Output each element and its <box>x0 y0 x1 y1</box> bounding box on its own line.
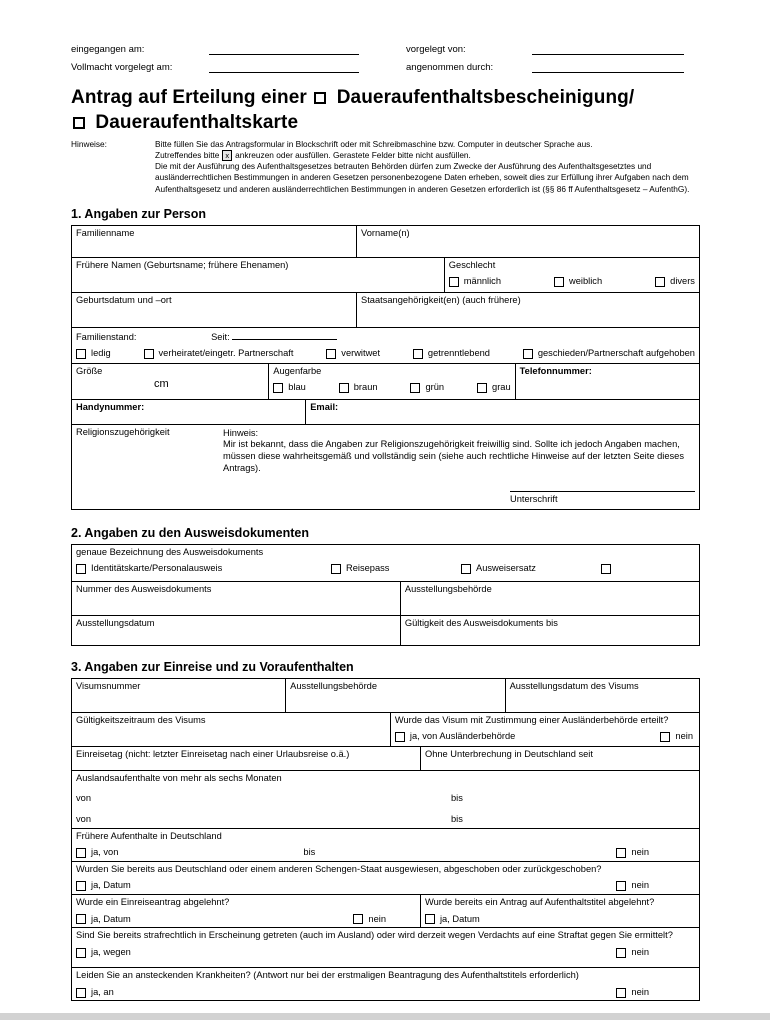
ausweis-options <box>76 563 695 575</box>
checkbox-daueraufenthaltskarte[interactable] <box>73 117 85 129</box>
aufenthaltstitel-cell <box>420 895 699 927</box>
fruehere-namen-label: Frühere Namen (Geburtsname; frühere Ehenamen) <box>76 259 289 270</box>
checkbox-blau[interactable] <box>273 383 283 393</box>
straftat-frage-label: Sind Sie bereits strafrechtlich in Erscheinung getreten (auch im Ausland) oder wird derzeit wegen Verdachts auf eine Straftat gegen Sie ermittelt? <box>76 930 673 941</box>
aufenthaltstitel-ja-label: ja, Datum <box>439 913 480 924</box>
section3-table <box>71 678 700 1002</box>
row-geburt <box>72 292 699 327</box>
unterschrift-block[interactable] <box>510 491 695 506</box>
option-fruehere-nein <box>616 847 649 859</box>
visum-behoerde-cell[interactable] <box>285 679 504 712</box>
braun-label: braun <box>353 382 378 393</box>
option-fruehere-ja <box>76 847 118 859</box>
option-identitaetskarte <box>76 563 331 575</box>
einreiseantrag-ja-label: ja, Datum <box>91 913 131 924</box>
verheiratet-label: verheiratet/eingetr. Partnerschaft <box>158 348 294 359</box>
option-verwitwet <box>326 348 380 360</box>
straftat-ja-label: ja, wegen <box>91 946 131 957</box>
checkbox-ausweisung-ja[interactable] <box>76 881 86 891</box>
header-meta <box>71 44 700 73</box>
cm-label: cm <box>154 378 169 391</box>
row-ausweis-nummer <box>72 581 699 615</box>
ausweisung-cell <box>72 862 699 894</box>
row-krankheiten <box>72 967 699 1000</box>
ohne-unterbrechung-label: Ohne Unterbrechung in Deutschland seit <box>424 748 593 759</box>
einreiseantrag-nein-label: nein <box>368 913 386 924</box>
gueltigkeit-label: Gültigkeit des Ausweisdokuments bis <box>404 617 558 628</box>
option-krankheiten-ja <box>76 987 114 999</box>
option-straftat-nein <box>616 947 649 959</box>
vorgelegt-von-field[interactable] <box>532 44 684 55</box>
fruehere-bis-label: bis <box>303 847 316 858</box>
option-gruen <box>410 382 444 394</box>
checkbox-ledig[interactable] <box>76 349 86 359</box>
maennlich-label: männlich <box>463 276 502 287</box>
krankheiten-cell <box>72 968 699 1000</box>
straftat-cell <box>72 928 699 967</box>
meta-row-2 <box>71 62 700 73</box>
groesse-cell[interactable] <box>72 364 268 399</box>
visum-datum-cell[interactable] <box>505 679 699 712</box>
divers-label: divers <box>670 276 695 287</box>
hints-body <box>155 139 700 195</box>
familienname-label: Familienname <box>76 227 135 238</box>
row-fruehere-namen <box>72 257 699 292</box>
title-option1: Daueraufenthaltsbescheinigung/ <box>336 87 635 108</box>
row-einreisetag <box>72 746 699 770</box>
row-kontakt <box>72 399 699 424</box>
section1-table <box>71 225 700 510</box>
staatsangehoerigkeit-label: Staatsangehörigkeit(en) (auch frühere) <box>361 294 521 305</box>
gueltigkeitszeitraum-cell[interactable] <box>72 713 390 746</box>
ausweis-nummer-label: Nummer des Ausweisdokuments <box>76 583 212 594</box>
augenfarbe-label: Augenfarbe <box>273 365 322 376</box>
religion-hinweis-label: Hinweis: <box>223 427 259 438</box>
row-ausweisung <box>72 861 699 894</box>
vorname-label: Vorname(n) <box>361 227 410 238</box>
krankheiten-frage-label: Leiden Sie an ansteckenden Krankheiten? (Antwort nur bei der erstmaligen Beantragung des Aufenthaltstitels erforderlich) <box>76 970 579 981</box>
geburtsdatum-label: Geburtsdatum und –ort <box>76 294 172 305</box>
checkbox-reisepass[interactable] <box>331 564 341 574</box>
hints-block <box>71 139 700 195</box>
vollmacht-vorgelegt-label: Vollmacht vorgelegt am: <box>71 62 173 73</box>
augenfarbe-cell <box>268 364 514 399</box>
checkbox-geschieden[interactable] <box>523 349 533 359</box>
checkbox-ausweisung-nein[interactable] <box>616 881 626 891</box>
visum-datum-label: Ausstellungsdatum des Visums <box>509 680 639 691</box>
row-antraege <box>72 894 699 927</box>
handynummer-cell[interactable] <box>72 400 305 424</box>
checkbox-verheiratet[interactable] <box>144 349 154 359</box>
email-cell[interactable] <box>305 400 699 424</box>
checkbox-aufenthaltstitel-ja[interactable] <box>425 914 435 924</box>
blau-label: blau <box>288 382 306 393</box>
checkbox-straftat-ja[interactable] <box>76 948 86 958</box>
angenommen-durch-field[interactable] <box>532 62 684 73</box>
zustimmung-nein-label: nein <box>675 731 693 742</box>
option-geschieden <box>523 348 695 360</box>
form-title-line2 <box>71 110 700 135</box>
handynummer-label: Handynummer: <box>76 401 145 412</box>
checkbox-daueraufenthaltsbescheinigung[interactable] <box>314 92 326 104</box>
checkbox-grau[interactable] <box>477 383 487 393</box>
option-verheiratet <box>144 348 294 360</box>
vorgelegt-von-label: vorgelegt von: <box>406 44 466 55</box>
grau-label: grau <box>492 382 511 393</box>
row-groesse-augenfarbe <box>72 363 699 399</box>
checkbox-krankheiten-ja[interactable] <box>76 988 86 998</box>
hints-line1: Bitte füllen Sie das Antragsformular in Blockschrift oder mit Schreibmaschine bzw. Computer in deutscher Sprache aus. <box>155 139 593 150</box>
telefonnummer-label: Telefonnummer: <box>519 365 592 376</box>
ausweisung-frage-label: Wurden Sie bereits aus Deutschland oder einem anderen Schengen-Staat ausgewiesen, abgeschoben oder zurückgeschoben? <box>76 863 602 874</box>
section2-table <box>71 544 700 646</box>
row-straftat <box>72 927 699 967</box>
religion-label: Religionszugehörigkeit <box>76 426 170 437</box>
geschlecht-cell <box>444 258 699 292</box>
hints-para2: Die mit der Ausführung des Aufenthaltsgesetzes betrauten Behörden dürfen zum Zwecke der Ausführung des Aufenthaltsgesetztes und ausländerrechtlichen Bestimmungen in anderen Gesetzen personenbezogene Daten erheben, soweit dies zur Erfüllung ihrer Aufgaben nach dem Aufenthaltsgesetz und anderen ausländerrechtlichen Bestimmungen in anderen Gesetzen erforderlich ist (§§ 86 ff Aufenthaltsgesetz – AufenthG). <box>155 161 690 194</box>
geschlecht-label: Geschlecht <box>448 259 496 270</box>
telefonnummer-cell[interactable] <box>515 364 699 399</box>
ausweisung-nein-label: nein <box>631 880 649 891</box>
identitaetskarte-label: Identitätskarte/Personalausweis <box>91 563 223 574</box>
fruehere-aufenthalte-cell <box>72 829 699 861</box>
ausstellungsbehoerde-cell[interactable] <box>400 582 699 615</box>
checkbox-fruehere-ja[interactable] <box>76 848 86 858</box>
section2-heading: 2. Angaben zu den Ausweisdokumenten <box>71 525 309 540</box>
checkbox-identitaetskarte[interactable] <box>76 564 86 574</box>
checkbox-maennlich[interactable] <box>449 277 459 287</box>
gueltigkeit-cell[interactable] <box>400 616 699 645</box>
familienstand-label: Familienstand: <box>76 331 137 342</box>
hints-line2-pre: Zutreffendes bitte <box>155 150 220 161</box>
section3-heading: 3. Angaben zur Einreise und zu Voraufenthalten <box>71 659 354 674</box>
checkbox-weiblich[interactable] <box>554 277 564 287</box>
fruehere-namen-cell[interactable] <box>72 258 444 292</box>
verwitwet-label: verwitwet <box>341 348 381 359</box>
geschieden-label: geschieden/Partnerschaft aufgehoben <box>537 348 695 359</box>
augenfarbe-options <box>273 382 510 394</box>
krankheiten-nein-label: nein <box>631 986 649 997</box>
row-visum <box>72 679 699 712</box>
row-ausweis-bezeichnung <box>72 545 699 581</box>
email-label: Email: <box>310 401 339 412</box>
reisepass-label: Reisepass <box>346 563 390 574</box>
page-bottom-edge <box>0 1013 770 1020</box>
zustimmung-cell <box>390 713 699 746</box>
option-weiblich <box>554 276 602 288</box>
ausstellungsdatum-cell[interactable] <box>72 616 400 645</box>
von-label-2: von <box>76 813 91 824</box>
familienstand-cell <box>72 328 699 363</box>
straftat-options <box>76 947 695 959</box>
krankheiten-options <box>76 987 695 999</box>
ausweis-bezeichnung-cell <box>72 545 699 581</box>
visum-behoerde-label: Ausstellungsbehörde <box>290 680 378 691</box>
checkbox-ausweis-sonstiges[interactable] <box>601 564 611 574</box>
hints-line2-post: ankreuzen oder ausfüllen. Gerastete Felder bitte nicht ausfüllen. <box>235 150 471 161</box>
staatsangehoerigkeit-cell[interactable] <box>356 293 699 327</box>
gueltigkeitszeitraum-label: Gültigkeitszeitraum des Visums <box>76 714 206 725</box>
familienstand-options <box>76 348 695 360</box>
ausweis-nummer-cell[interactable] <box>72 582 400 615</box>
checkbox-krankheiten-nein[interactable] <box>616 988 626 998</box>
checkbox-einreiseantrag-nein[interactable] <box>353 914 363 924</box>
option-krankheiten-nein <box>616 987 649 999</box>
option-ledig <box>76 348 111 360</box>
option-straftat-ja <box>76 947 131 959</box>
krankheiten-ja-label: ja, an <box>91 986 114 997</box>
auslandsaufenthalt-zeile-1[interactable] <box>76 793 695 805</box>
option-aufenthaltstitel-ja <box>425 914 480 926</box>
visumsnummer-label: Visumsnummer <box>76 680 141 691</box>
checkbox-getrenntlebend[interactable] <box>413 349 423 359</box>
checkbox-braun[interactable] <box>339 383 349 393</box>
einreisetag-cell[interactable] <box>72 747 420 770</box>
row-religion <box>72 424 699 509</box>
zustimmung-frage-label: Wurde das Visum mit Zustimmung einer Ausländerbehörde erteilt? <box>394 714 669 725</box>
religion-hinweis-text: Mir ist bekannt, dass die Angaben zur Religionszugehörigkeit freiwillig sind. Sollte ich jedoch Angaben machen, müssen diese wahrheitsgemäß und vollständig sein (siehe auch rechtliche Hinweise auf der letzten Seite dieses Antrags). <box>223 439 684 473</box>
hints-label: Hinweise: <box>71 139 107 150</box>
aufenthaltstitel-options <box>425 914 695 926</box>
getrenntlebend-label: getrenntlebend <box>427 348 490 359</box>
ausweisung-options <box>76 880 695 892</box>
option-blau <box>273 382 306 394</box>
bis-label-2: bis <box>451 813 463 824</box>
form-title-line1 <box>71 85 700 110</box>
aufenthaltstitel-frage-label: Wurde bereits ein Antrag auf Aufenthaltstitel abgelehnt? <box>424 896 655 907</box>
vollmacht-vorgelegt-field[interactable] <box>209 62 359 73</box>
title-option2: Daueraufenthaltskarte <box>95 112 299 134</box>
unterschrift-label: Unterschrift <box>510 494 558 505</box>
auslandsaufenthalt-zeile-2[interactable] <box>76 814 695 826</box>
fruehere-nein-label: nein <box>631 847 649 858</box>
checkbox-gruen[interactable] <box>410 383 420 393</box>
familienstand-line <box>76 330 695 344</box>
option-ausweisung-nein <box>616 880 649 892</box>
option-braun <box>339 382 378 394</box>
checkbox-divers[interactable] <box>655 277 665 287</box>
option-einreiseantrag-nein <box>353 914 386 926</box>
option-einreiseantrag-ja <box>76 914 131 926</box>
option-maennlich <box>449 276 501 288</box>
zustimmung-ja-label: ja, von Ausländerbehörde <box>409 731 516 742</box>
ausweis-bezeichnung-label: genaue Bezeichnung des Ausweisdokuments <box>76 546 264 557</box>
x-mark-box: x <box>222 150 232 161</box>
religion-cell[interactable] <box>72 425 699 509</box>
geburtsdatum-cell[interactable] <box>72 293 356 327</box>
row-familienstand <box>72 327 699 363</box>
seit-field[interactable] <box>232 330 337 340</box>
row-auslandsaufenthalte <box>72 770 699 828</box>
checkbox-fruehere-nein[interactable] <box>616 848 626 858</box>
hints-line2 <box>155 150 700 161</box>
fruehere-aufenthalte-options <box>76 847 695 859</box>
ausweisung-ja-label: ja, Datum <box>91 880 131 891</box>
auslandsaufenthalte-label: Auslandsaufenthalte von mehr als sechs Monaten <box>76 772 282 783</box>
bis-label-1: bis <box>451 793 463 804</box>
option-zustimmung-ja <box>395 731 515 743</box>
form-title <box>71 85 700 135</box>
row-ausweis-datum <box>72 615 699 645</box>
section1-heading: 1. Angaben zur Person <box>71 206 206 221</box>
seit-label: Seit: <box>211 331 230 342</box>
religion-hinweis-block <box>223 428 693 474</box>
gruen-label: grün <box>425 382 445 393</box>
einreisetag-label: Einreisetag (nicht: letzter Einreisetag nach einer Urlaubsreise o.ä.) <box>76 748 350 759</box>
option-divers <box>655 276 695 288</box>
checkbox-verwitwet[interactable] <box>326 349 336 359</box>
ledig-label: ledig <box>91 348 111 359</box>
row-fruehere-aufenthalte <box>72 828 699 861</box>
einreiseantrag-cell <box>72 895 420 927</box>
checkbox-einreiseantrag-ja[interactable] <box>76 914 86 924</box>
option-zustimmung-nein <box>660 731 693 743</box>
checkbox-zustimmung-nein[interactable] <box>660 732 670 742</box>
weiblich-label: weiblich <box>569 276 603 287</box>
geschlecht-options <box>449 276 695 288</box>
einreiseantrag-frage-label: Wurde ein Einreiseantrag abgelehnt? <box>76 896 230 907</box>
option-ausweisersatz <box>461 563 601 575</box>
auslandsaufenthalte-cell <box>72 771 699 828</box>
ausstellungsbehoerde-label: Ausstellungsbehörde <box>404 583 492 594</box>
visumsnummer-cell[interactable] <box>72 679 285 712</box>
row-gueltigkeitszeitraum <box>72 712 699 746</box>
option-getrenntlebend <box>413 348 490 360</box>
option-reisepass <box>331 563 461 575</box>
checkbox-ausweisersatz[interactable] <box>461 564 471 574</box>
meta-row-1 <box>71 44 700 55</box>
ausweisersatz-label: Ausweisersatz <box>476 563 536 574</box>
straftat-nein-label: nein <box>631 946 649 957</box>
angenommen-durch-label: angenommen durch: <box>406 62 494 73</box>
checkbox-zustimmung-ja[interactable] <box>395 732 405 742</box>
groesse-label: Größe <box>76 365 103 376</box>
eingegangen-am-label: eingegangen am: <box>71 44 145 55</box>
checkbox-straftat-nein[interactable] <box>616 948 626 958</box>
option-ausweisung-ja <box>76 880 131 892</box>
von-label-1: von <box>76 793 91 804</box>
row-name <box>72 226 699 257</box>
fruehere-aufenthalte-label: Frühere Aufenthalte in Deutschland <box>76 830 222 841</box>
vorname-cell[interactable] <box>356 226 699 257</box>
einreiseantrag-options <box>76 914 416 926</box>
zustimmung-options <box>395 731 695 743</box>
ohne-unterbrechung-cell[interactable] <box>420 747 699 770</box>
fruehere-ja-label: ja, von <box>91 847 119 858</box>
ausstellungsdatum-label: Ausstellungsdatum <box>76 617 155 628</box>
title-prefix: Antrag auf Erteilung einer <box>71 87 307 108</box>
eingegangen-am-field[interactable] <box>209 44 359 55</box>
option-grau <box>477 382 511 394</box>
familienname-cell[interactable] <box>72 226 356 257</box>
